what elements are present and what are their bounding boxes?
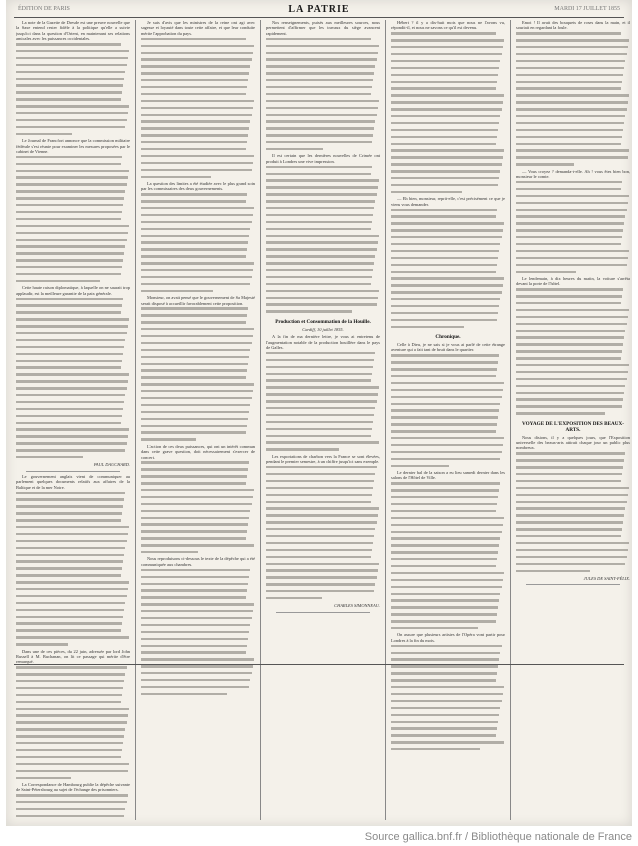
column-3 <box>266 20 380 820</box>
article-paragraph: Nous reproduisons ci-dessous le texte de la dépêche qui a été communiquée aux chambres. <box>141 556 255 567</box>
masthead-right-strip: MARDI 17 JUILLET 1855 <box>554 6 620 12</box>
article-paragraph: Monsieur, on avait pensé que le gouvernement de Sa Majesté serait disposé à accueillir favorablement cette proposition. <box>141 295 255 306</box>
illegible-text-block <box>266 38 380 154</box>
article-paragraph: On assure que plusieurs artistes de l'Opéra vont partir pour Londres à la fin du mois. <box>391 632 505 643</box>
illegible-text-block <box>516 452 630 575</box>
illegible-text-block <box>391 32 505 196</box>
article-paragraph: Le gouvernement anglais vient de communiquer au parlement quelques documents relatifs aux affaires de la Baltique et de la mer Noire. <box>16 473 130 490</box>
column-4 <box>391 20 505 820</box>
article-separator <box>526 584 620 585</box>
illegible-text-block <box>16 492 130 649</box>
column-divider <box>260 20 261 820</box>
article-paragraph: A la fin de ma dernière lettre, je vous ai entretenu de l'augmentation notable de la production houillère dans le pays de Galles. <box>266 334 380 350</box>
article-paragraph: Le Journal de Francfort annonce que la commission militaire fédérale s'est réunie pour examiner les mesures proposées par le cabinet de Vienne. <box>16 138 130 154</box>
column-1 <box>16 20 130 820</box>
illegible-text-block <box>516 288 630 417</box>
source-credit: Source gallica.bnf.fr / Bibliothèque nationale de France <box>364 831 632 843</box>
article-paragraph: Hébert ? il y a dix-huit mois que nous ne l'avons vu, répondit-il, et nous ne savons ce qu'il est devenu. <box>391 20 505 31</box>
column-divider <box>385 20 386 820</box>
illegible-text-block <box>16 794 130 820</box>
illegible-text-block <box>141 307 255 443</box>
article-signature: CHARLES SIMONNEAU. <box>334 603 380 609</box>
newspaper-page <box>6 0 632 826</box>
article-paragraph: La note de la Gazette de Dresde est une preuve nouvelle que la Saxe entend rester fidèle à la politique qu'elle a suivie jusqu'ici dans la question d'Orient, en maintenant ses relations amicales avec les puissances occidentales. <box>16 20 130 42</box>
feuilleton-rule <box>14 664 624 665</box>
illegible-text-block <box>16 43 130 138</box>
article-heading: Chronique. <box>435 334 461 341</box>
article-paragraph: Je suis d'avis que les ministres de la reine ont agi avec sagesse et loyauté dans toute cette affaire, et que leur conduite mérite l'approbation du pays. <box>141 20 255 36</box>
article-paragraph: Nos renseignements, puisés aux meilleures sources, nous permettent d'affirmer que les travaux du siège avancent rapidement. <box>266 20 380 36</box>
masthead <box>14 2 624 16</box>
illegible-text-block <box>16 298 130 462</box>
illegible-text-block <box>391 482 505 632</box>
illegible-text-block <box>16 666 130 782</box>
illegible-text-block <box>266 352 380 454</box>
masthead-left-strip: ÉDITION DE PARIS <box>18 6 70 12</box>
illegible-text-block <box>266 466 380 602</box>
illegible-text-block <box>141 461 255 556</box>
article-signature: JULES DE SAINT-FÉLIX. <box>583 575 630 581</box>
masthead-rule <box>14 17 624 18</box>
article-paragraph: Il est certain que les dernières nouvelles de Crimée ont produit à Londres une vive impression. <box>266 153 380 164</box>
article-paragraph: Cette haute raison diplomatique, à laquelle on ne saurait trop applaudir, est la meilleure garantie de la paix générale. <box>16 285 130 296</box>
illegible-text-block <box>141 193 255 295</box>
article-paragraph: — Vous croyez ? demanda-t-elle. Ah ! vous êtes bien bon, monsieur le comte. <box>516 168 630 180</box>
article-paragraph: — Eh bien, monsieur, reprit-elle, c'est précisément ce que je viens vous demander. <box>391 196 505 207</box>
article-heading: Production et Consommation de la Houille. <box>275 318 371 325</box>
illegible-text-block <box>266 166 380 316</box>
illegible-text-block <box>141 569 255 698</box>
article-paragraph: Le dernier bal de la saison a eu lieu samedi dernier dans les salons de l'Hôtel de Ville. <box>391 469 505 481</box>
article-separator <box>26 471 120 472</box>
article-paragraph: Les exportations de charbon vers la France se sont élevées, pendant le premier semestre, à un chiffre jusqu'ici sans exemple. <box>266 453 380 465</box>
illegible-text-block <box>141 38 255 181</box>
column-5 <box>516 20 630 820</box>
illegible-text-block <box>391 354 505 470</box>
newspaper-title: LA PATRIE <box>288 3 350 15</box>
article-signature: PAUL DAUCHARD. <box>93 462 130 468</box>
column-divider <box>510 20 511 820</box>
illegible-text-block <box>516 32 630 168</box>
column-2 <box>141 20 255 820</box>
article-paragraph: La Correspondance de Hambourg publie la dépêche suivante de Saint-Pétersbourg au sujet de l'échange des prisonniers. <box>16 781 130 793</box>
article-paragraph: Dans une de ces pièces, du 22 juin, adressée par lord John Russell à M. Buchanan, on lit ce passage qui mérite d'être remarqué. <box>16 648 130 665</box>
illegible-text-block <box>391 645 505 754</box>
article-paragraph: Le lendemain, à dix heures du matin, la voiture s'arrêta devant la porte de l'hôtel. <box>516 275 630 287</box>
article-heading: VOYAGE DE L'EXPOSITION DES BEAUX-ARTS. <box>521 420 625 433</box>
illegible-text-block <box>516 181 630 276</box>
article-paragraph: Emoi ! Il avait des bouquets de roses dans la main, et il souriait en regardant la foule. <box>516 20 630 31</box>
article-paragraph: L'action de ces deux puissances, qui ont un intérêt commun dans cette grave question, doit nécessairement s'exercer de concert. <box>141 443 255 460</box>
column-divider <box>135 20 136 820</box>
article-dateline: Cardiff, 10 juillet 1855. <box>302 326 344 332</box>
article-paragraph: La question des limites a été étudiée avec le plus grand soin par les commissaires des deux gouvernements. <box>141 180 255 192</box>
illegible-text-block <box>391 209 505 332</box>
article-separator <box>276 612 370 613</box>
article-paragraph: Celle à Dieu, je ne sais si je vous ai parlé de cette étrange aventure qui a fait tant de bruit dans le quartier. <box>391 342 505 353</box>
illegible-text-block <box>16 156 130 285</box>
article-paragraph: Nous disions, il y a quelques jours, que l'Exposition universelle des beaux-arts attirait chaque jour un public plus nombreux. <box>516 434 630 451</box>
